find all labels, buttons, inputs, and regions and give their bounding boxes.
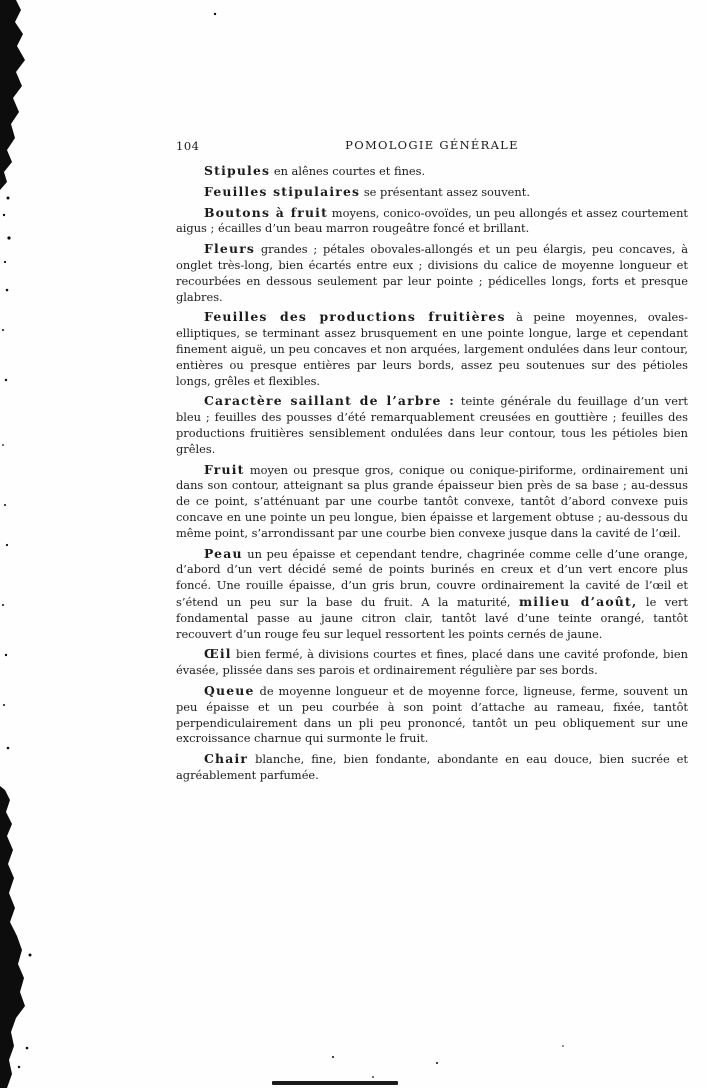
paragraph-text: moyen ou presque gros, conique ou conique-piriforme, ordinairement uni dans son contour, atteignant sa plus grande épaisseur bien près de sa base ; au-dessus de ce point, s’atténuant par une courbe tantôt convexe, tantôt d’abord convexe puis concave en une pointe un peu longue, bien épaisse et largement obtuse ; au-dessous du même point, s’arrondissant par une courbe bien convexe jusque dans la cavité de l’œil.	[176, 462, 688, 540]
paragraph	[176, 462, 688, 542]
paragraph-lead: Queue	[204, 682, 255, 698]
paragraph-text: le vert fondamental passe au jaune citron clair, tantôt lavé d’une teinte orangé, tantôt recouvert d’un rouge feu sur lequel ressortent les points cernés de jaune.	[176, 594, 689, 641]
paragraph-lead: Fleurs	[204, 241, 256, 257]
paragraph-text: de moyenne longueur et de moyenne force, ligneuse, ferme, souvent un peu épaisse et un peu courbée à son point d’attache au rameau, fixée, tantôt perpendiculairement dans un pli peu prononcé, tantôt un peu obliquement sur une excroissance charnue qui surmonte le fruit.	[176, 683, 688, 746]
paragraph-text: un peu épaisse et cependant tendre, chagrinée comme celle d’une orange, d’abord d’un vert décidé semé de points burinés en creux et d’un vert encore plus foncé. Une rouille épaisse, d’un gris brun, couvre ordinairement la cavité de l’œil et s’étend un peu sur la base du fruit. A la maturité,	[176, 546, 688, 609]
page-header	[176, 138, 688, 156]
paragraph	[176, 393, 688, 457]
paragraph	[176, 309, 688, 389]
paragraph-text: blanche, fine, bien fondante, abondante en eau douce, bien sucrée et agréablement parfumée.	[176, 752, 688, 782]
paragraph-text: moyens, conico-ovoïdes, un peu allongés et assez courtement aigus ; écailles d’un beau marron rougeâtre foncé et brillant.	[176, 205, 688, 236]
paragraph-lead: Chair	[204, 751, 249, 767]
paragraph-lead: Stipules	[204, 163, 271, 178]
paragraph	[176, 163, 688, 180]
paragraph-lead: Feuilles stipulaires	[204, 183, 361, 199]
paragraph-text: teinte générale du feuillage d’un vert bleu ; feuilles des pousses d’été remarquablement creusées en gouttière ; feuilles des productions fruitières sensiblement ondulées dans leur contour, tous les pétioles bien grêles.	[176, 394, 688, 456]
paragraph-lead: Peau	[204, 545, 243, 561]
scan-edge-top-blob	[0, 0, 25, 190]
paragraph-lead: Œil	[204, 646, 232, 662]
paragraph-lead: Boutons à fruit	[204, 204, 328, 220]
paragraph-lead: Fruit	[204, 461, 245, 477]
paragraph	[176, 683, 688, 747]
paragraph	[176, 241, 688, 305]
paragraph-text: en alênes courtes et fines.	[270, 164, 426, 178]
paragraph	[176, 205, 688, 238]
running-title: POMOLOGIE GÉNÉRALE	[345, 138, 519, 152]
scan-edge-bottom-blob	[0, 786, 25, 1088]
paragraph	[176, 646, 688, 679]
paragraph-text: bien fermé, à divisions courtes et fines, placé dans une cavité profonde, bien évasée, plissée dans ses parois et ordinairement régulière par ses bords.	[176, 647, 688, 678]
text-block	[176, 163, 688, 788]
paragraph-lead: milieu d’août,	[519, 593, 638, 609]
paragraph	[176, 184, 688, 201]
paragraph-text: à peine moyennes, ovales-elliptiques, se terminant assez brusquement en une pointe longue, large et cependant finement aiguë, un peu concaves et non arquées, largement ondulées dans leur contour, entières ou presque entières par leurs bords, assez peu soutenues sur des pétioles longs, grêles et flexibles.	[176, 310, 688, 388]
paragraph	[176, 546, 688, 643]
page-number: 104	[176, 139, 200, 153]
paragraph-text: se présentant assez souvent.	[360, 184, 530, 199]
paragraph-text: grandes ; pétales obovales-allongés et un peu élargis, peu concaves, à onglet très-long, bien écartés entre eux ; divisions du calice de moyenne longueur et recourbées en dessous seulement par leur pointe ; pédicelles longs, forts et presque glabres.	[176, 242, 688, 304]
paragraph-lead: Caractère saillant de l’arbre :	[204, 393, 456, 409]
paragraph	[176, 751, 688, 784]
paragraph-lead: Feuilles des productions fruitières	[204, 309, 506, 325]
scan-bottom-mark	[272, 1081, 398, 1085]
